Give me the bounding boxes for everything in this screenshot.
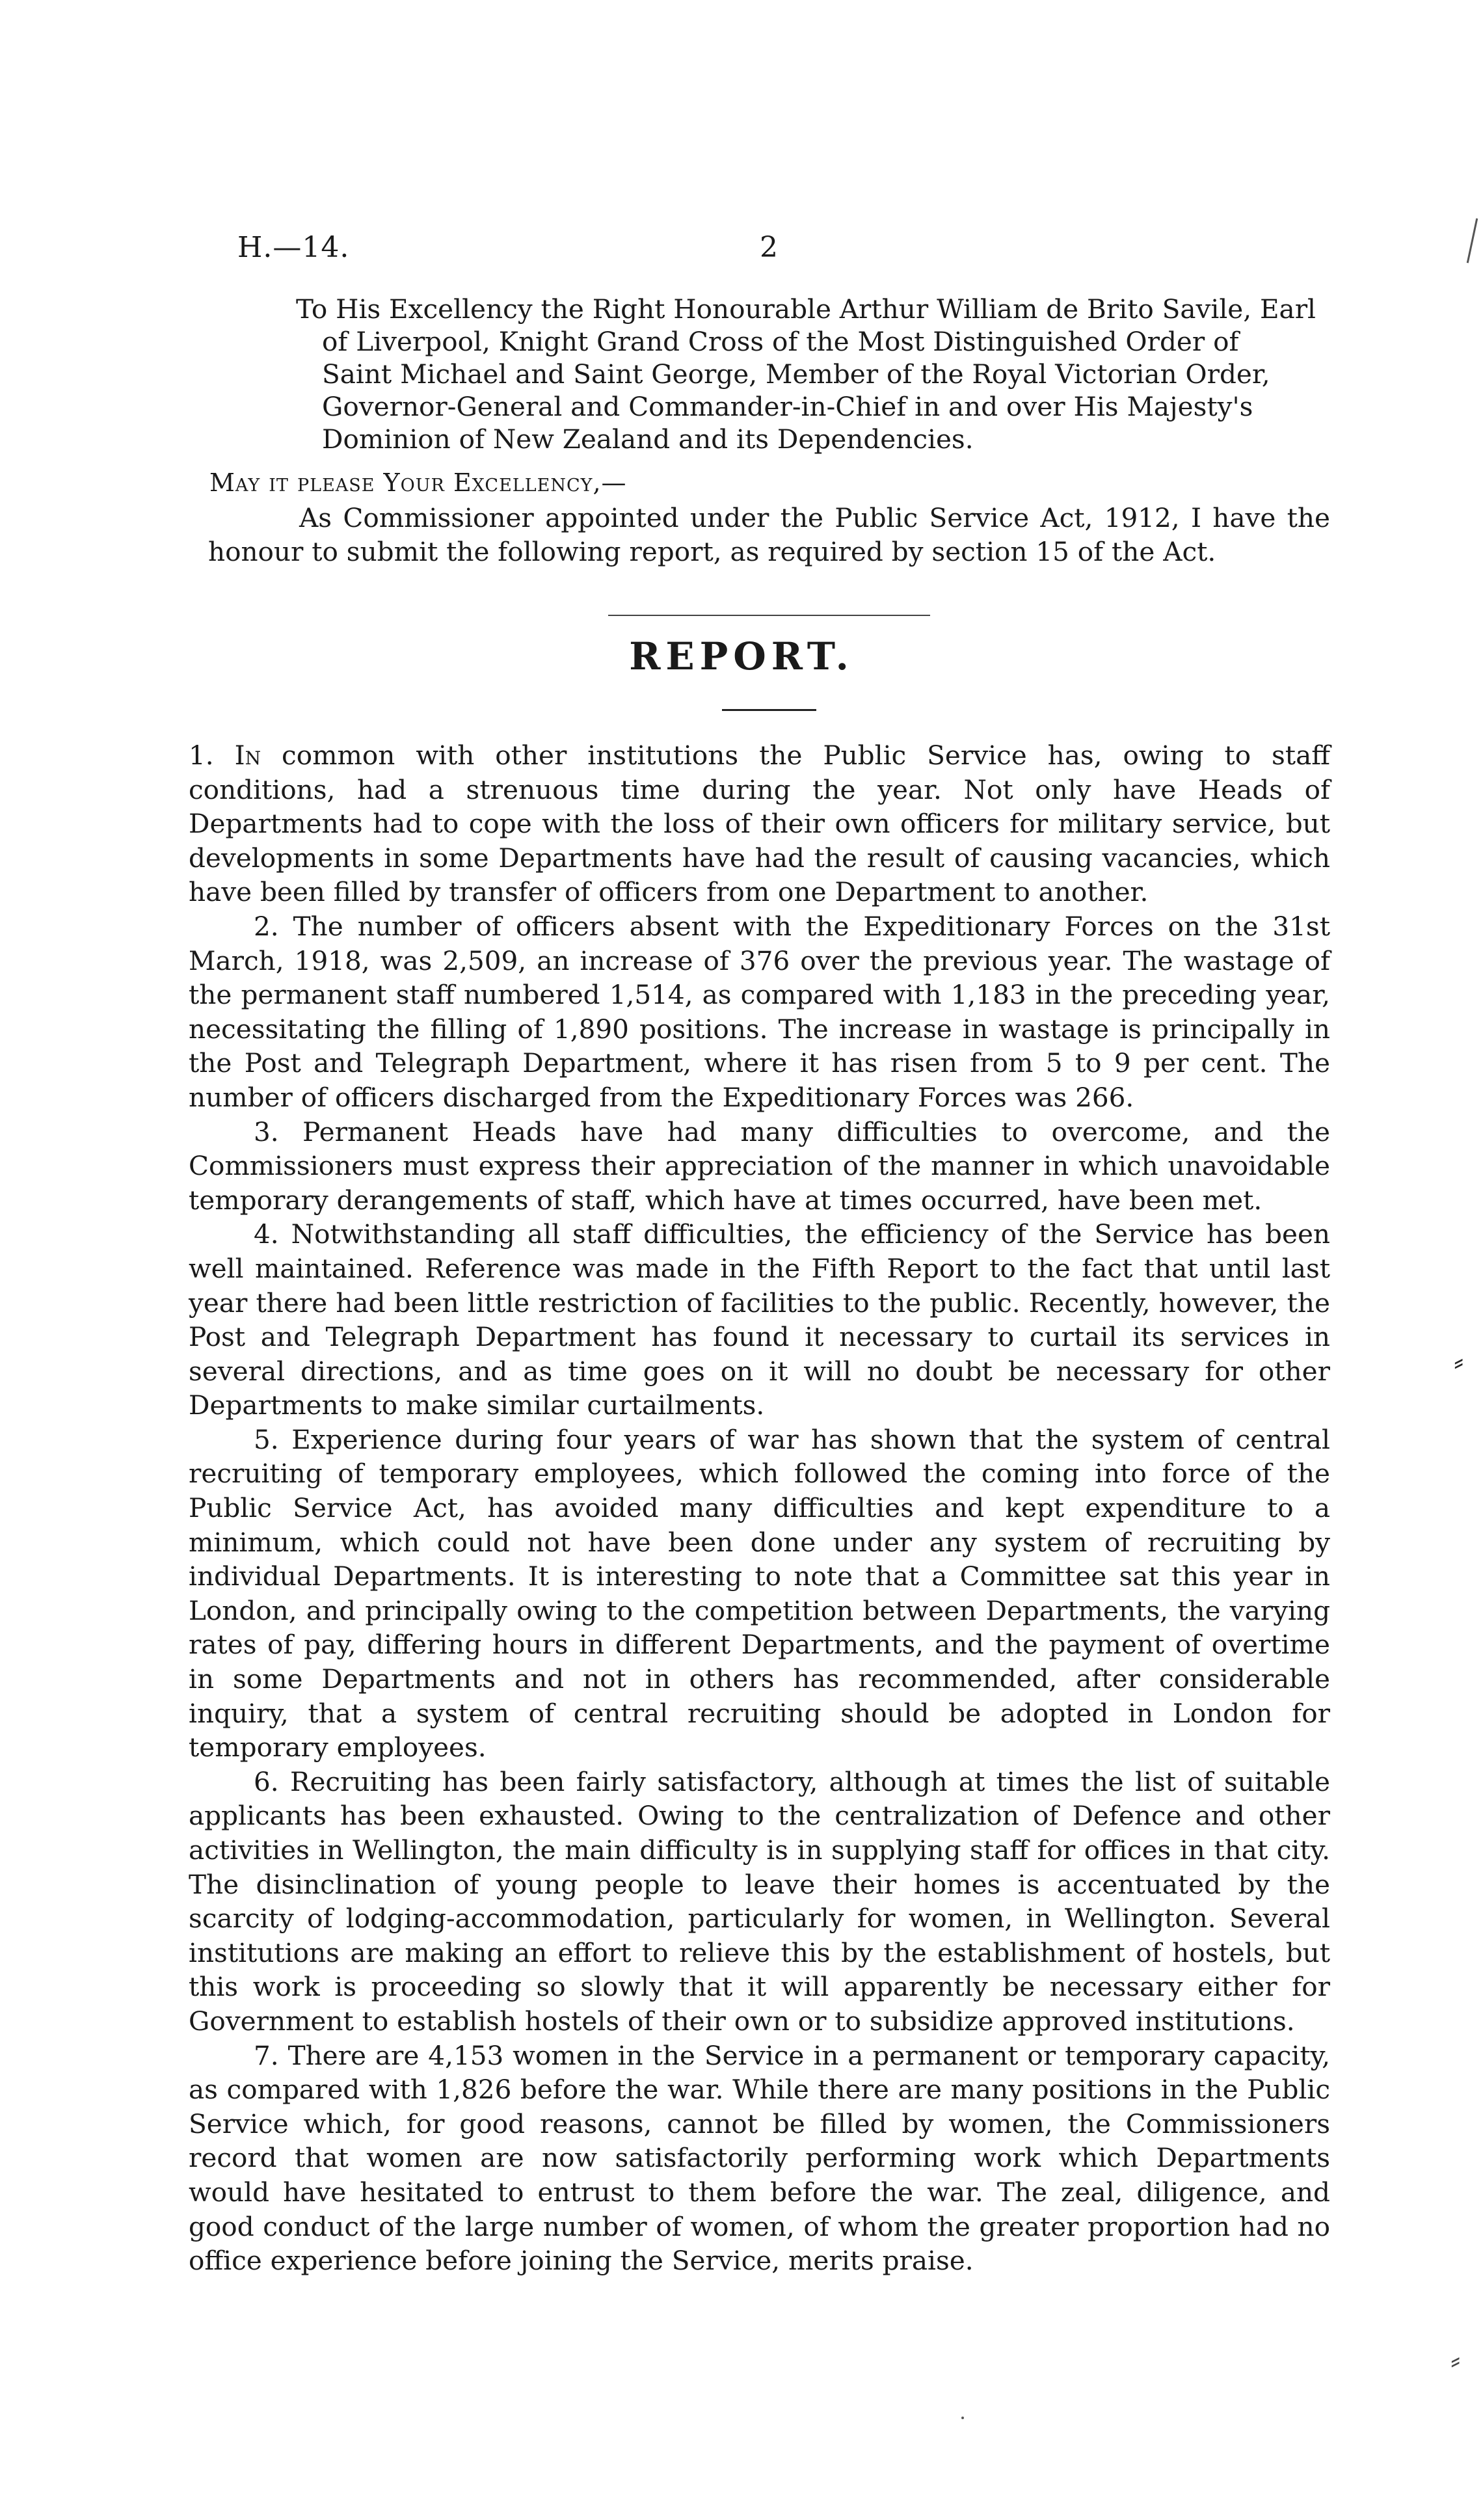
margin-scribble: ⸗	[1454, 1343, 1464, 1378]
report-title: REPORT.	[629, 634, 854, 678]
paragraph-7: 7. There are 4,153 women in the Service in a permanent or temporary capacity, as compared with 1,826 before the war. While there are many positions in the Public Service which, for good reasons, cannot be filled by women, the Commissioners record that women are now satisfactorily performing work which Departments would have hesitated to entrust to them before the war. The zeal, diligence, and good conduct of the large number of women, of whom the greater proportion had no office experience before joining the Service, merits praise.	[189, 2039, 1330, 2277]
address-block	[296, 293, 1330, 455]
document-reference: H.—14.	[237, 231, 350, 264]
paragraph-4: 4. Notwithstanding all staff difficulties, the efficiency of the Service has been well maintained. Reference was made in the Fifth Report to the fact that until last year there had been little restriction of facilities to the public. Recently, however, the Post and Telegraph Department has found it necessary to curtail its services in several directions, and as time goes on it will no doubt be necessary for other Departments to make similar curtailments.	[189, 1218, 1330, 1421]
address-line: Dominion of New Zealand and its Dependencies.	[322, 423, 974, 455]
paragraph-2: 2. The number of officers absent with the Expeditionary Forces on the 31st March, 1918, was 2,509, an increase of 376 over the previous year. The wastage of the permanent staff numbered 1,514, as compared with 1,183 in the preceding year, necessitating the filling of 1,890 positions. The increase in wastage is principally in the Post and Telegraph Department, where it has risen from 5 to 9 per cent. The number of officers discharged from the Expeditionary Forces was 266.	[189, 910, 1330, 1113]
report-body	[189, 738, 1330, 2278]
page-number: 2	[760, 231, 778, 264]
paper-speck	[961, 2417, 964, 2419]
intro-paragraph: As Commissioner appointed under the Public Service Act, 1912, I have the honour to submit the following report, as required by section 15 of the Act.	[208, 502, 1330, 567]
paragraph-1	[189, 738, 1330, 909]
paragraph-3: 3. Permanent Heads have had many difficulties to overcome, and the Commissioners must express their appreciation of the manner in which unavoidable temporary derangements of staff, which have at times occurred, have been met.	[189, 1116, 1330, 1216]
paragraph-1-text: common with other institutions the Public Service has, owing to staff conditions, had a strenuous time during the year. Not only have Heads of Departments had to cope with the loss of their own officers for military service, but developments in some Departments have had the result of causing vacancies, which have been filled by transfer of officers from one Department to another.	[189, 740, 1331, 908]
salutation: May it please Your Excellency,—	[209, 468, 627, 497]
paragraph-1-lead: 1. In	[189, 740, 261, 771]
address-line: To His Excellency the Right Honourable Arthur William de Brito Savile, Earl	[296, 293, 1316, 325]
address-line: of Liverpool, Knight Grand Cross of the Most Distinguished Order of	[322, 326, 1239, 357]
paragraph-6: 6. Recruiting has been fairly satisfactory, although at times the list of suitable applicants has been exhausted. Owing to the centralization of Defence and other activities in Wellington, the main difficulty is in supplying staff for offices in that city. The disinclination of young people to leave their homes is accentuated by the scarcity of lodging-accommodation, particularly for women, in Wellington. Several institutions are making an effort to relieve this by the establishment of hostels, but this work is proceeding so slowly that it will apparently be necessary either for Government to establish hostels of their own or to subsidize approved institutions.	[189, 1765, 1330, 2037]
margin-scribble: ⸗	[1450, 2342, 1461, 2377]
paragraph-5: 5. Experience during four years of war has shown that the system of central recruiting of temporary employees, which followed the coming into force of the Public Service Act, has avoided many difficulties and kept expenditure to a minimum, which could not have been done under any system of recruiting by individual Departments. It is interesting to note that a Committee sat this year in London, and principally owing to the competition between Departments, the varying rates of pay, differing hours in different Departments, and the payment of overtime in some Departments and not in others has recommended, after considerable inquiry, that a system of central recruiting should be adopted in London for temporary employees.	[189, 1423, 1330, 1763]
divider-rule	[608, 615, 930, 616]
title-underline	[722, 709, 816, 711]
address-line: Governor-General and Commander-in-Chief in and over His Majesty's	[322, 391, 1253, 422]
margin-mark	[1467, 218, 1478, 263]
address-line: Saint Michael and Saint George, Member of the Royal Victorian Order,	[322, 358, 1270, 390]
